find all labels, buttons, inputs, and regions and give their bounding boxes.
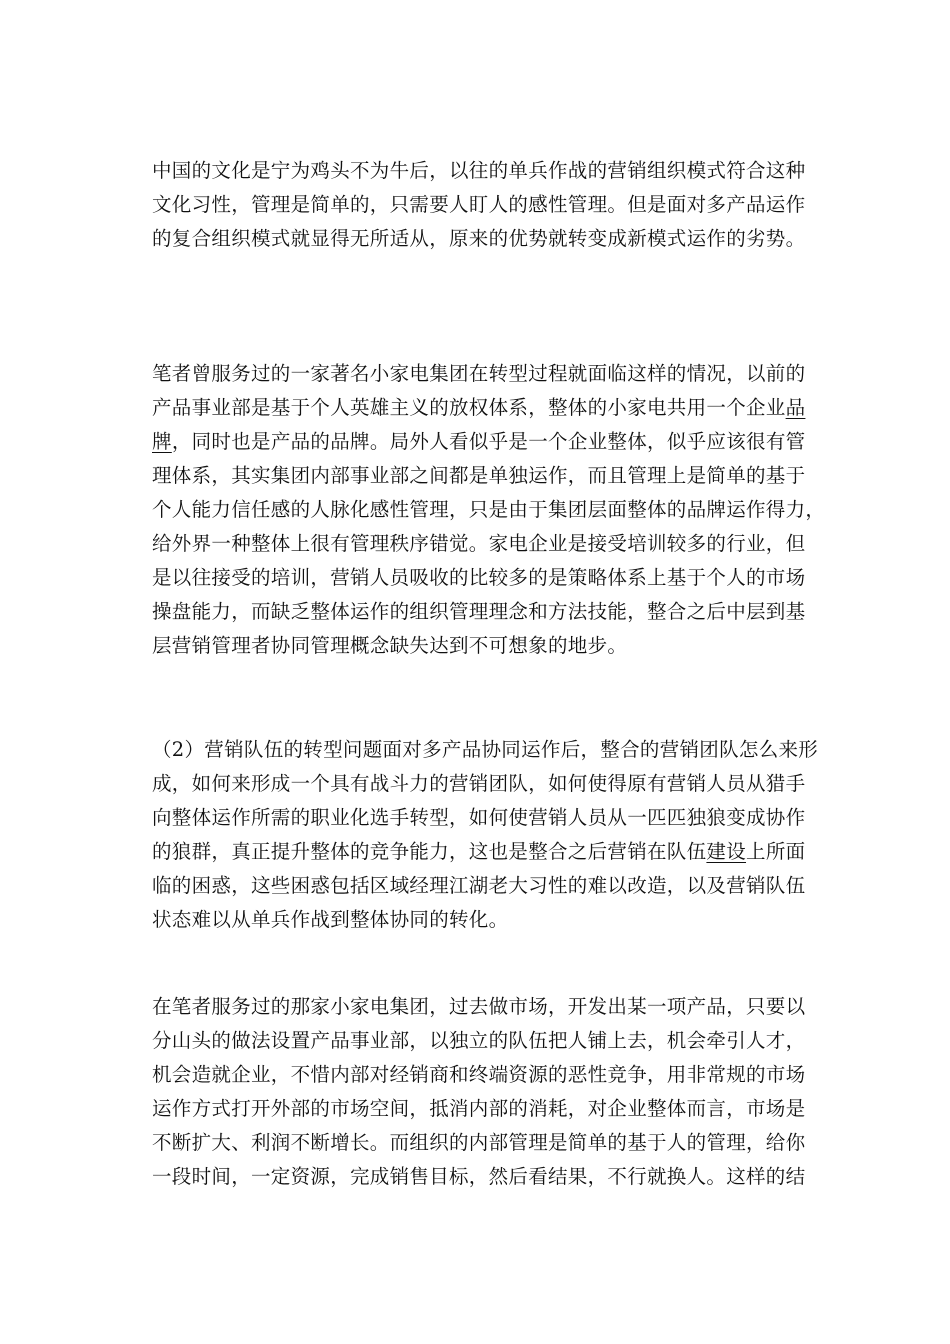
text-segment: 上所面 <box>746 840 806 863</box>
brand-link-continued[interactable]: 牌 <box>152 430 172 453</box>
text-line: 向整体运作所需的职业化选手转型，如何使营销人员从一匹匹独狼变成协作 <box>152 806 806 829</box>
text-segment: 的狼群，真正提升整体的竞争能力，这也是整合之后营销在队伍 <box>152 840 707 863</box>
text-line: （2）营销队伍的转型问题面对多产品协同运作后，整合的营销团队怎么来形 <box>152 738 819 761</box>
construction-link[interactable]: 建设 <box>706 840 747 863</box>
text-line: 文化习性，管理是简单的，只需要人盯人的感性管理。但是面对多产品运作 <box>152 193 806 216</box>
text-line <box>152 835 812 869</box>
text-line: 运作方式打开外部的市场空间，抵消内部的消耗，对企业整体而言，市场是 <box>152 1097 806 1120</box>
text-line: 笔者曾服务过的一家著名小家电集团在转型过程就面临这样的情况，以前的 <box>152 362 806 385</box>
text-line: 理体系，其实集团内部事业部之间都是单独运作，而且管理上是简单的基于 <box>152 464 806 487</box>
text-line: 机会造就企业，不惜内部对经销商和终端资源的恶性竞争，用非常规的市场 <box>152 1063 806 1086</box>
text-line <box>152 425 812 459</box>
text-line: 不断扩大、利润不断增长。而组织的内部管理是简单的基于人的管理，给你 <box>152 1131 806 1154</box>
text-line: 在笔者服务过的那家小家电集团，过去做市场，开发出某一项产品，只要以 <box>152 995 806 1018</box>
text-line: 个人能力信任感的人脉化感性管理，只是由于集团层面整体的品牌运作得力， <box>152 498 826 521</box>
paragraph-appliance-group <box>152 357 826 663</box>
text-line: 的复合组织模式就显得无所适从，原来的优势就转变成新模式运作的劣势。 <box>152 227 806 250</box>
text-line: 成，如何来形成一个具有战斗力的营销团队，如何使得原有营销人员从猎手 <box>152 772 806 795</box>
text-line: 操盘能力，而缺乏整体运作的组织管理理念和方法技能，整合之后中层到基 <box>152 600 806 623</box>
paragraph-market-history <box>152 990 812 1194</box>
text-segment: 产品事业部是基于个人英雄主义的放权体系，整体的小家电共用一个企业 <box>152 396 786 419</box>
text-line: 一段时间，一定资源，完成销售目标，然后看结果，不行就换人。这样的结 <box>152 1165 806 1188</box>
text-line: 中国的文化是宁为鸡头不为牛后，以往的单兵作战的营销组织模式符合这种 <box>152 159 806 182</box>
text-segment: ，同时也是产品的品牌。局外人看似乎是一个企业整体，似乎应该很有管 <box>171 430 806 453</box>
text-line: 状态难以从单兵作战到整体协同的转化。 <box>152 908 509 931</box>
text-line <box>152 391 812 425</box>
text-line: 分山头的做法设置产品事业部，以独立的队伍把人铺上去，机会牵引人才， <box>152 1029 806 1052</box>
paragraph-team-transformation <box>152 733 819 937</box>
text-line: 层营销管理者协同管理概念缺失达到不可想象的地步。 <box>152 634 628 657</box>
text-line: 给外界一种整体上很有管理秩序错觉。家电企业是接受培训较多的行业，但 <box>152 532 806 555</box>
text-line: 临的困惑，这些困惑包括区域经理江湖老大习性的难以改造，以及营销队伍 <box>152 874 806 897</box>
brand-link[interactable]: 品 <box>785 396 806 419</box>
paragraph-culture <box>152 154 812 256</box>
text-line: 是以往接受的培训，营销人员吸收的比较多的是策略体系上基于个人的市场 <box>152 566 806 589</box>
